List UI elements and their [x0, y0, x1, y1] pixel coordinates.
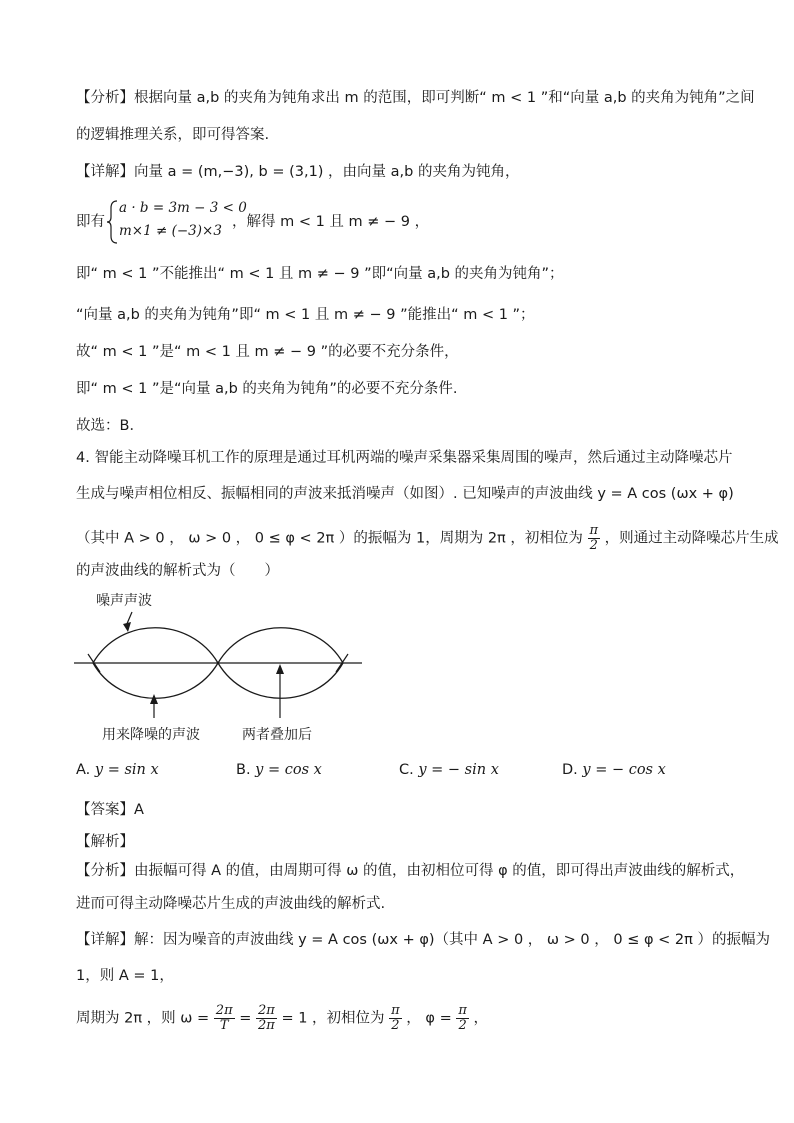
analysis-line-2: 的逻辑推理关系，即可得答案.: [76, 127, 270, 143]
system-prefix: 即有: [76, 214, 105, 230]
wave-diagram: [70, 606, 370, 726]
q4-line-2: 生成与噪声相位相反、振幅相同的声波来抵消噪声（如图）. 已知噪声的声波曲线 y = A cos (ωx + φ): [76, 486, 734, 502]
explain-head: 【解析】: [76, 834, 134, 850]
sum-label: 两者叠加后: [242, 727, 312, 743]
option-b[interactable]: B. y = cos x: [236, 762, 322, 778]
q4-detail-line-1: 【详解】解：因为噪音的声波曲线 y = A cos (ωx + φ)（其中 A > 0 ， ω > 0 ， 0 ≤ φ < 2π ）的振幅为: [76, 932, 770, 948]
anti-noise-label: 用来降噪的声波: [102, 727, 200, 743]
detail-line-1: 【详解】向量 a = (m,−3), b = (3,1) ，由向量 a,b 的夹角为钝角，: [76, 164, 520, 180]
detail-line-f: 即“ m < 1 ”是“向量 a,b 的夹角为钝角”的必要不充分条件.: [76, 381, 458, 397]
q4-line-3-b: ，则通过主动降噪芯片生成: [604, 530, 779, 547]
wave-figure: [70, 588, 370, 748]
detail-line-d: “向量 a,b 的夹角为钝角”即“ m < 1 且 m ≠ − 9 ”能推出“ m < 1 ”；: [76, 307, 535, 323]
option-d[interactable]: D. y = − cos x: [562, 762, 666, 778]
q4-line-4: 的声波曲线的解析式为（ ）: [76, 563, 279, 579]
pi-over-2-fraction: $\frac{\pi}{2}$: [589, 523, 599, 553]
option-a[interactable]: A. y = sin x: [76, 762, 159, 778]
choice-line: 故选：B．: [76, 418, 144, 434]
q4-analysis-line-1: 【分析】由振幅可得 A 的值，由周期可得 ω 的值，由初相位可得 φ 的值，即可得出声波曲线的解析式，: [76, 863, 745, 879]
system-suffix: ，解得 m < 1 且 m ≠ − 9 ，: [232, 214, 430, 230]
q4-detail-line-2: 1，则 A = 1，: [76, 968, 174, 984]
fraction-2pi-over-2pi: $\frac{2\pi}{2\pi}$: [258, 1003, 275, 1033]
q4-line-3: [76, 524, 779, 553]
q4-line-3-a: （其中 A > 0 ， ω > 0 ， 0 ≤ φ < 2π ）的振幅为 1，周期为 2π ，初相位为: [76, 530, 583, 547]
q4-analysis-line-2: 进而可得主动降噪芯片生成的声波曲线的解析式.: [76, 896, 386, 912]
detail-line-e: 故“ m < 1 ”是“ m < 1 且 m ≠ − 9 ”的必要不充分条件，: [76, 344, 459, 360]
inequality-system: [107, 200, 247, 244]
brace-icon: [107, 200, 119, 244]
detail-line-c: 即“ m < 1 ”不能推出“ m < 1 且 m ≠ − 9 ”即“向量 a,b 的夹角为钝角”；: [76, 266, 564, 282]
q4-detail-line-3: 周期为 2π ，则 ω = $\frac{2\pi}{T}$ = $\frac{2\pi}{2\pi}$ = 1 ，初相位为 $\frac{\pi}{2}$ ， φ = $\frac{\pi}{2}$ ，: [76, 1003, 488, 1033]
fraction-2pi-over-t: $\frac{2\pi}{T}$: [215, 1003, 233, 1033]
q4-line-1: 4. 智能主动降噪耳机工作的原理是通过耳机两端的噪声采集器采集周围的噪声，然后通过主动降噪芯片: [76, 450, 733, 466]
system-row-2: m×1 ≠ (−3)×3: [119, 223, 222, 239]
fraction-pi-over-2-b: $\frac{\pi}{2}$: [458, 1003, 467, 1033]
noise-wave-label: 噪声声波: [96, 593, 152, 609]
option-c[interactable]: C. y = − sin x: [399, 762, 499, 778]
answer-options: [76, 762, 716, 784]
answer-line: 【答案】A: [76, 802, 144, 818]
analysis-line-1: 【分析】根据向量 a,b 的夹角为钝角求出 m 的范围，即可判断“ m < 1 ”和“向量 a,b 的夹角为钝角”之间: [76, 90, 755, 106]
fraction-pi-over-2-a: $\frac{\pi}{2}$: [391, 1003, 400, 1033]
system-row-1: a · b = 3m − 3 < 0: [119, 200, 247, 216]
